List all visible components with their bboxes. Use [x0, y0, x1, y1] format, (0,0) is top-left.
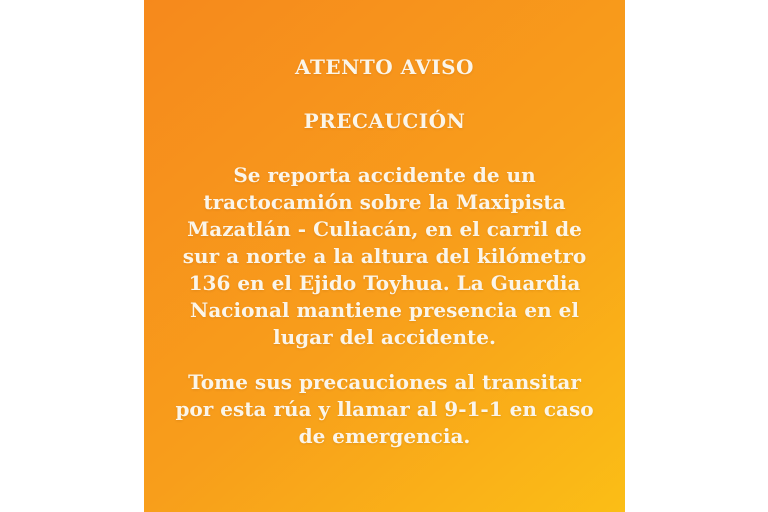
footer-line: por esta rúa y llamar al 9-1-1 en caso [175, 397, 594, 421]
notice-footer-paragraph [166, 369, 603, 450]
body-line: lugar del accidente. [273, 325, 496, 349]
body-line: Se reporta accidente de un [233, 163, 536, 187]
body-line: tractocamión sobre la Maxipista [203, 190, 566, 214]
notice-subtitle: PRECAUCIÓN [303, 109, 466, 133]
notice-body-paragraph [166, 162, 603, 351]
footer-line: Tome sus precauciones al transitar [188, 370, 581, 394]
notice-panel [144, 0, 625, 512]
body-line: sur a norte a la altura del kilómetro [182, 244, 587, 268]
body-line: Nacional mantiene presencia en el [190, 298, 579, 322]
body-line: 136 en el Ejido Toyhua. La Guardia [188, 271, 581, 295]
body-line: Mazatlán - Culiacán, en el carril de [187, 217, 582, 241]
footer-line: de emergencia. [298, 424, 471, 448]
notice-title: ATENTO AVISO [295, 55, 474, 79]
notice-content [144, 0, 625, 512]
